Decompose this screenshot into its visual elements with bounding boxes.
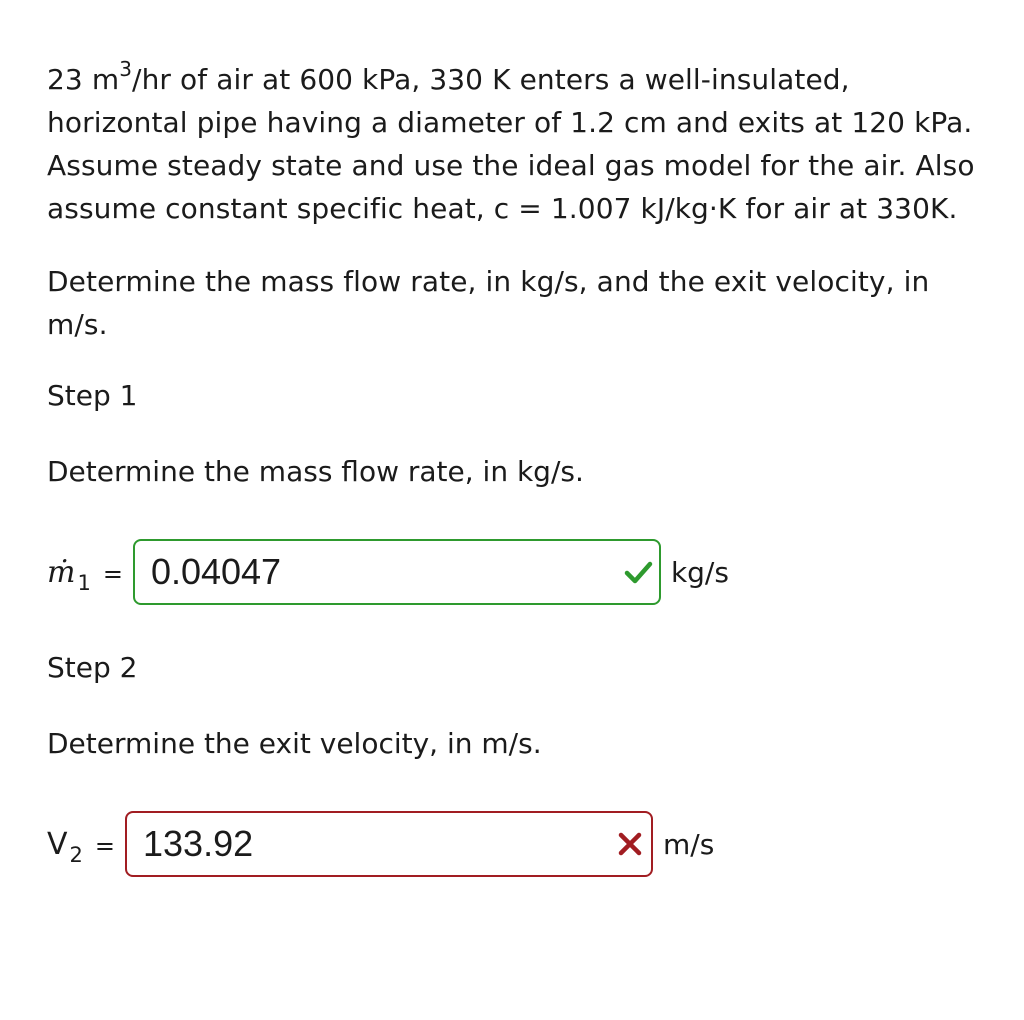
problem-statement (47, 58, 987, 230)
step-2-answer-row (47, 808, 987, 880)
check-icon (621, 555, 655, 589)
flow-rate-value: 23 m (47, 63, 120, 96)
exit-velocity-answer-input[interactable] (125, 811, 653, 877)
exit-velocity-symbol: V (47, 826, 68, 862)
exit-velocity-variable-label (47, 826, 125, 867)
mass-flow-answer-value: 0.04047 (150, 551, 282, 592)
x-mark-icon (613, 827, 647, 861)
exit-velocity-answer-value: 133.92 (143, 823, 254, 864)
step-1-task: Determine the mass flow rate, in kg/s. (47, 455, 584, 488)
question-content (47, 58, 987, 920)
step-1-label: Step 1 (47, 379, 138, 412)
step-2-task: Determine the exit velocity, in m/s. (47, 727, 542, 760)
mass-flow-unit: kg/s (670, 555, 729, 589)
flow-rate-exponent: 3 (119, 56, 133, 81)
equals-sign: = (102, 559, 123, 588)
mass-flow-subscript: 1 (77, 570, 91, 595)
problem-text: /hr of air at 600 kPa, 330 K enters a well-insulated, horizontal pipe having a diameter of 1.2 cm and exits at 120 kPa. Assume steady state and use the ideal gas model for the air. Also assume constant specific heat, c = 1.007 kJ/kg·K for air at 330K. (47, 63, 975, 225)
exit-velocity-subscript: 2 (69, 842, 83, 867)
mass-flow-symbol: ṁ (47, 554, 76, 590)
exit-velocity-unit: m/s (663, 827, 715, 861)
equals-sign: = (94, 831, 116, 860)
mass-flow-answer-input[interactable] (133, 539, 661, 605)
mass-flow-variable-label (47, 554, 133, 595)
step-1-answer-row (47, 536, 987, 608)
step-2-label: Step 2 (47, 651, 138, 684)
question-task: Determine the mass flow rate, in kg/s, and the exit velocity, in m/s. (47, 265, 930, 341)
